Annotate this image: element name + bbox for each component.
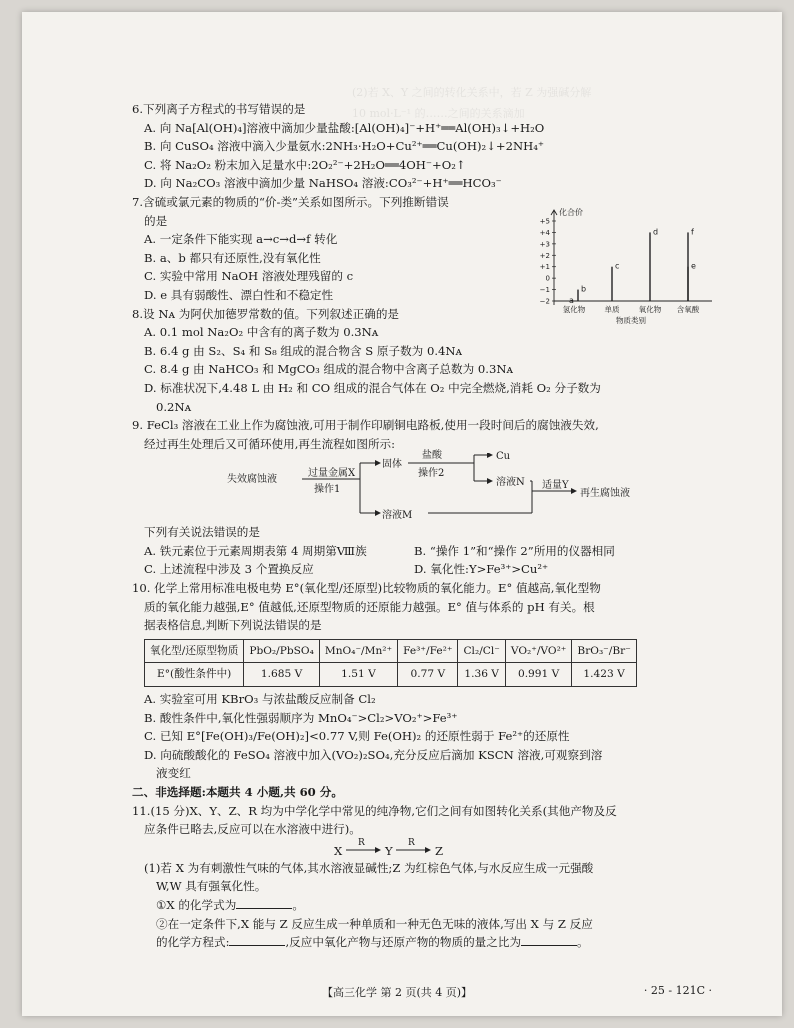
- point-label-e: e: [691, 261, 696, 271]
- q10-option-c: C. 已知 E°[Fe(OH)₃/Fe(OH)₂]<0.77 V,则 Fe(OH)₂ 的还原性弱于 Fe²⁺的还原性: [144, 729, 570, 744]
- table-row: [145, 663, 637, 687]
- scheme-z: Z: [435, 843, 444, 858]
- q11-sub1: [132, 896, 712, 915]
- y-tick-label: 0: [545, 274, 550, 283]
- flow-op1: 操作1: [314, 484, 341, 496]
- q7-stem-cont: 的是: [144, 213, 168, 228]
- q7-option-d: D. e 具有弱酸性、漂白性和不稳定性: [144, 287, 334, 302]
- point-label-f: f: [691, 227, 694, 237]
- q8-option-a: A. 0.1 mol Na₂O₂ 中含有的离子数为 0.3Nᴀ: [144, 325, 379, 340]
- q9-ask: 下列有关说法错误的是: [144, 525, 260, 540]
- x-tick-label: 氧化物: [638, 305, 662, 314]
- q9-option-a: A. 铁元素位于元素周期表第 4 周期第Ⅷ族: [144, 543, 367, 558]
- q11-sub2-cont: [132, 933, 712, 952]
- q6-option-c: C. 将 Na₂O₂ 粉末加入足量水中:2O₂²⁻+2H₂O══4OH⁻+O₂↑: [144, 157, 466, 172]
- q11-reaction-scheme: [132, 839, 712, 859]
- flow-solution-n: 溶液N: [496, 477, 525, 489]
- flow-start: 失效腐蚀液: [227, 474, 277, 486]
- flow-solid: 固体: [382, 459, 402, 471]
- table-cell: 1.685 V: [244, 663, 320, 687]
- table-cell: 氧化型/还原型物质: [145, 639, 244, 663]
- q8-option-b: B. 6.4 g 由 S₂、S₄ 和 S₈ 组成的混合物含 S 原子数为 0.4Nᴀ: [144, 343, 463, 358]
- q10-option-d: D. 向硫酸酸化的 FeSO₄ 溶液中加入(VO₂)₂SO₄,充分反应后滴加 KSCN 溶液,可观察到溶: [144, 747, 603, 762]
- flow-op2-reagent: 盐酸: [422, 450, 442, 462]
- q10-stem-2: 质的氧化能力越强,E° 值越低,还原型物质的还原能力越强。E° 值与体系的 pH 有关。根: [144, 599, 595, 614]
- y-tick-label: −2: [539, 297, 550, 306]
- q7-option-c: C. 实验中常用 NaOH 溶液处理残留的 c: [144, 269, 354, 284]
- q9-options-cd: [132, 560, 712, 579]
- flow-cu: Cu: [496, 451, 511, 463]
- x-axis-label: 物质类别: [616, 316, 646, 325]
- q9-stem-cont: 经过再生处理后又可循环使用,再生流程如图所示:: [144, 436, 396, 451]
- q7-option-a: A. 一定条件下能实现 a→c→d→f 转化: [144, 232, 338, 247]
- valence-class-chart: [522, 207, 722, 332]
- table-cell: 1.36 V: [458, 663, 505, 687]
- flow-op2: 操作2: [418, 468, 445, 480]
- q11-sub2-text: 的化学方程式:: [156, 935, 230, 950]
- q10-stem: 10. 化学上常用标准电极电势 E°(氧化型/还原型)比较物质的氧化能力。E° 值越高,氧化型物: [132, 581, 601, 596]
- q11-sub1-text: ①X 的化学式为: [156, 897, 237, 912]
- answer-blank-1[interactable]: [236, 898, 292, 909]
- q9-option-c: C. 上述流程中涉及 3 个置换反应: [144, 562, 314, 577]
- table-cell: MnO₄⁻/Mn²⁺: [319, 639, 397, 663]
- q8-option-c: C. 8.4 g 由 NaHCO₃ 和 MgCO₃ 组成的混合物中含离子总数为 0.3Nᴀ: [144, 362, 514, 377]
- y-tick-label: +1: [539, 263, 550, 272]
- table-header-row: [145, 639, 637, 663]
- q9-option-d: D. 氧化性:Y>Fe³⁺>Cu²⁺: [414, 562, 549, 577]
- x-tick-label: 单质: [604, 305, 620, 314]
- q11-stem-cont: 应条件已略去,反应可以在水溶液中进行)。: [144, 822, 361, 837]
- table-cell: PbO₂/PbSO₄: [244, 639, 320, 663]
- q9-stem: 9. FeCl₃ 溶液在工业上作为腐蚀液,可用于制作印刷铜电路板,使用一段时间后的腐蚀液失效,: [132, 418, 599, 433]
- scheme-r1: R: [358, 837, 365, 848]
- y-tick-label: +4: [539, 228, 550, 237]
- y-tick-label: −1: [539, 286, 550, 295]
- footer-page-label: 【高三化学 第 2 页(共 4 页)】: [322, 986, 473, 999]
- q11-stem: 11.(15 分)X、Y、Z、R 均为中学化学中常见的纯净物,它们之间有如图转化关系(其他产物及反: [132, 803, 617, 818]
- q8-option-d-cont: 0.2Nᴀ: [156, 399, 192, 414]
- scheme-y: Y: [385, 843, 393, 858]
- y-tick-label: +3: [539, 240, 550, 249]
- flow-end: 再生腐蚀液: [580, 488, 630, 500]
- q10-option-d-cont: 液变红: [156, 766, 191, 781]
- q11-sub1-end: 。: [292, 897, 304, 912]
- q11-part1-cont: W,W 具有强氧化性。: [156, 879, 267, 894]
- y-axis-label: 化合价: [559, 208, 583, 217]
- point-label-d: d: [653, 227, 659, 237]
- table-cell: 0.991 V: [505, 663, 572, 687]
- table-cell: 1.51 V: [319, 663, 397, 687]
- exam-page: [22, 12, 782, 1016]
- section-heading: 二、非选择题:本题共 4 小题,共 60 分。: [132, 785, 343, 799]
- potential-table: [144, 639, 637, 687]
- table-cell: BrO₃⁻/Br⁻: [572, 639, 636, 663]
- q11-sub2-end: 。: [577, 935, 589, 950]
- answer-blank-3[interactable]: [521, 935, 577, 946]
- flow-op1-reagent: 过量金属X: [308, 468, 356, 480]
- q6-option-b: B. 向 CuSO₄ 溶液中滴入少量氨水:2NH₃·H₂O+Cu²⁺══Cu(OH)₂↓+2NH₄⁺: [144, 139, 545, 154]
- q9-flow-diagram: [132, 450, 712, 523]
- x-tick-label: 含氧酸: [676, 305, 700, 314]
- q11-sub2: ②在一定条件下,X 能与 Z 反应生成一种单质和一种无色无味的液体,写出 X 与 Z 反应: [156, 916, 593, 931]
- x-tick-label: 氢化物: [562, 305, 586, 314]
- flow-reagent-y: 适量Y: [542, 480, 569, 492]
- table-cell: VO₂⁺/VO²⁺: [505, 639, 572, 663]
- scheme-x: X: [334, 843, 343, 858]
- table-cell: E°(酸性条件中): [145, 663, 244, 687]
- q10-option-b: B. 酸性条件中,氧化性强弱顺序为 MnO₄⁻>Cl₂>VO₂⁺>Fe³⁺: [144, 710, 458, 725]
- q8-stem: 8.设 Nᴀ 为阿伏加德罗常数的值。下列叙述正确的是: [132, 306, 400, 321]
- y-tick-label: +2: [539, 251, 550, 260]
- bleed-through-text: (2)若 X、Y 之间的转化关系中，若 Z 为强碱分解 10 mol·L⁻¹ 的……之间的关系滴加: [352, 86, 592, 120]
- q7-option-b: B. a、b 都只有还原性,没有氧化性: [144, 250, 321, 265]
- q9-option-b: B. “操作 1”和“操作 2”所用的仪器相同: [414, 543, 615, 558]
- q11-sub2-text-2: ,反应中氧化产物与还原产物的物质的量之比为: [285, 935, 522, 950]
- table-cell: 0.77 V: [398, 663, 458, 687]
- q7-stem: 7.含硫或氯元素的物质的“价-类”关系如图所示。下列推断错误: [132, 194, 449, 209]
- q6-stem: 6.下列离子方程式的书写错误的是: [132, 102, 306, 116]
- point-label-b: b: [581, 284, 587, 294]
- q10-stem-3: 据表格信息,判断下列说法错误的是: [144, 618, 322, 633]
- footer-code: · 25 - 121C ·: [643, 984, 712, 997]
- answer-blank-2[interactable]: [229, 935, 285, 946]
- table-cell: 1.423 V: [572, 663, 636, 687]
- q9-options-ab: [132, 542, 712, 561]
- q11-part1: (1)若 X 为有刺激性气味的气体,其水溶液显碱性;Z 为红棕色气体,与水反应生成一元强酸: [144, 860, 594, 875]
- q8-option-d: D. 标准状况下,4.48 L 由 H₂ 和 CO 组成的混合气体在 O₂ 中完全燃烧,消耗 O₂ 分子数为: [144, 380, 601, 395]
- q6-option-d: D. 向 Na₂CO₃ 溶液中滴加少量 NaHSO₄ 溶液:CO₃²⁻+H⁺══HCO₃⁻: [144, 176, 502, 191]
- q6-option-a: A. 向 Na[Al(OH)₄]溶液中滴加少量盐酸:[Al(OH)₄]⁻+H⁺══Al(OH)₃↓+H₂O: [144, 120, 545, 135]
- point-label-c: c: [615, 261, 620, 271]
- point-label-a: a: [569, 296, 574, 305]
- q10-option-a: A. 实验室可用 KBrO₃ 与浓盐酸反应制备 Cl₂: [144, 692, 376, 707]
- scheme-r2: R: [408, 837, 415, 848]
- table-cell: Fe³⁺/Fe²⁺: [398, 639, 458, 663]
- y-tick-label: +5: [539, 217, 550, 226]
- table-cell: Cl₂/Cl⁻: [458, 639, 505, 663]
- flow-solution-m: 溶液M: [382, 510, 413, 522]
